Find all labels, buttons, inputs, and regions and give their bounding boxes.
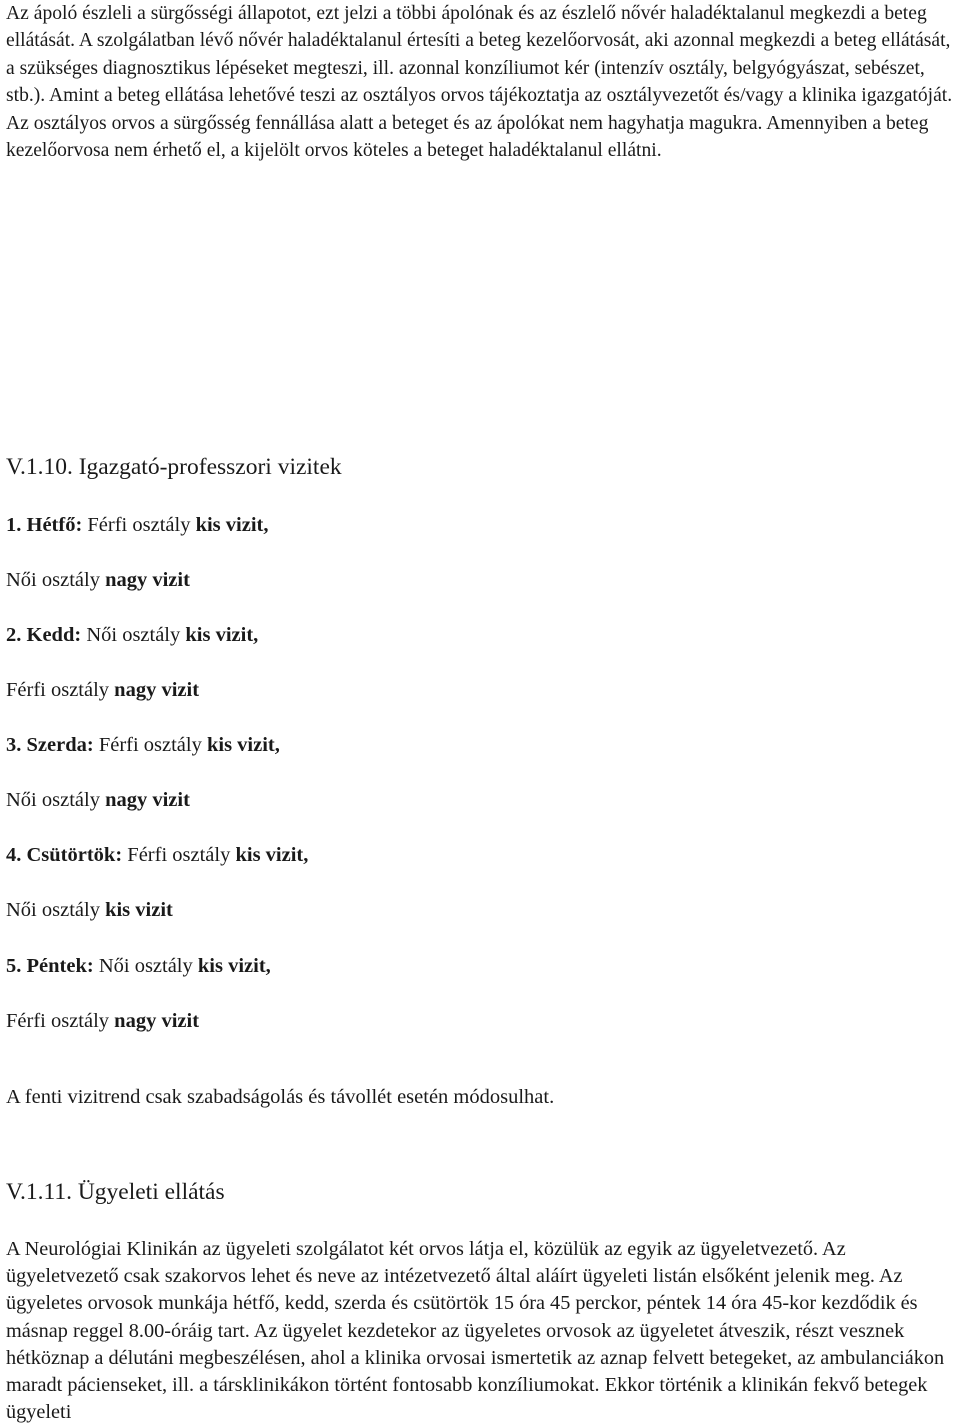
ward-label: Női osztály (6, 899, 106, 921)
day-label: 5. Péntek: (6, 955, 94, 977)
visit-type: nagy vizit (114, 679, 200, 701)
day-label: 4. Csütörtök: (6, 844, 123, 866)
schedule-day-4-line-1 (6, 841, 308, 869)
schedule-day-4-line-2 (6, 896, 173, 924)
day-label: 1. Hétfő: (6, 514, 83, 536)
ward-label: Férfi osztály (6, 1010, 115, 1032)
visit-type: kis vizit, (235, 844, 309, 866)
visit-type: nagy vizit (114, 1010, 200, 1032)
visit-type: kis vizit, (195, 514, 269, 536)
schedule-day-3-line-1 (6, 731, 280, 759)
day-label: 2. Kedd: (6, 624, 82, 646)
duty-paragraph: A Neurológiai Klinikán az ügyeleti szolgálatot két orvos látja el, közülük az egyik az ügyeletvezető. Az ügyeletvezető csak szakorvos lehet és neve az intézetvezető által aláírt ügyeleti listán elsőként jelenik meg. Az ügyeletes orvosok munkája hétfő, kedd, szerda és csütörtök 15 óra 45 perckor, péntek 14 óra 45-kor kezdődik és másnap reggel 8.00-óráig tart. Az ügyelet kezdetekor az ügyeletes orvosok az ügyeletet átveszik, részt vesznek hétköznap a délutáni megbeszélésen, ahol a klinika orvosai ismertetik az aznap felvett betegeket, az ambulanciákon maradt pácienseket, ill. a társklinikákon történt fontosabb konzíliumokat. Ekkor történik a klinikán fekvő betegek ügyeleti (6, 1238, 945, 1424)
day-label: 3. Szerda: (6, 734, 94, 756)
schedule-day-2-line-1 (6, 621, 258, 649)
ward-label: Női osztály (6, 569, 106, 591)
schedule-day-5-line-1 (6, 952, 271, 980)
schedule-day-3-line-2 (6, 786, 190, 814)
section-heading-visits: V.1.10. Igazgató-professzori vizitek (6, 454, 342, 480)
ward-label: Férfi osztály (93, 734, 207, 756)
visit-type: kis vizit, (206, 734, 280, 756)
schedule-day-1-line-1 (6, 511, 268, 539)
ward-label: Férfi osztály (122, 844, 236, 866)
visit-type: nagy vizit (105, 569, 190, 591)
schedule-day-5-line-2 (6, 1007, 199, 1035)
schedule-day-2-line-2 (6, 676, 199, 704)
ward-label: Női osztály (93, 955, 198, 977)
visit-type: kis vizit, (197, 955, 271, 977)
ward-label: Férfi osztály (6, 679, 115, 701)
ward-label: Női osztály (6, 789, 106, 811)
visit-type: nagy vizit (105, 789, 190, 811)
section-heading-duty: V.1.11. Ügyeleti ellátás (6, 1179, 225, 1205)
schedule-day-1-line-2 (6, 566, 190, 594)
ward-label: Férfi osztály (82, 514, 196, 536)
intro-paragraph: Az ápoló észleli a sürgősségi állapotot, ezt jelzi a többi ápolónak és az észlelő nővér haladéktalanul megkezdi a beteg ellátását. A szolgálatban lévő nővér haladéktalanul értesíti a beteg kezelőorvosát, aki azonnal megkezdi a beteg ellátását, a szükséges diagnosztikus lépéseket megteszi, ill. azonnal konzíliumot kér (intenzív osztály, belgyógyászat, sebészet, stb.). Amint a beteg ellátása lehetővé teszi az osztályos orvos tájékoztatja az osztályvezetőt és/vagy a klinika igazgatóját. Az osztályos orvos a sürgősség fennállása alatt a beteget és az ápolókat nem hagyhatja magukra. Amennyiben a beteg kezelőorvosa nem érhető el, a kijelölt orvos köteles a beteget haladéktalanul ellátni. (6, 3, 953, 162)
visit-type: kis vizit, (185, 624, 259, 646)
visit-type: kis vizit (105, 899, 173, 921)
ward-label: Női osztály (81, 624, 186, 646)
schedule-note: A fenti vizitrend csak szabadságolás és távollét esetén módosulhat. (6, 1085, 555, 1108)
